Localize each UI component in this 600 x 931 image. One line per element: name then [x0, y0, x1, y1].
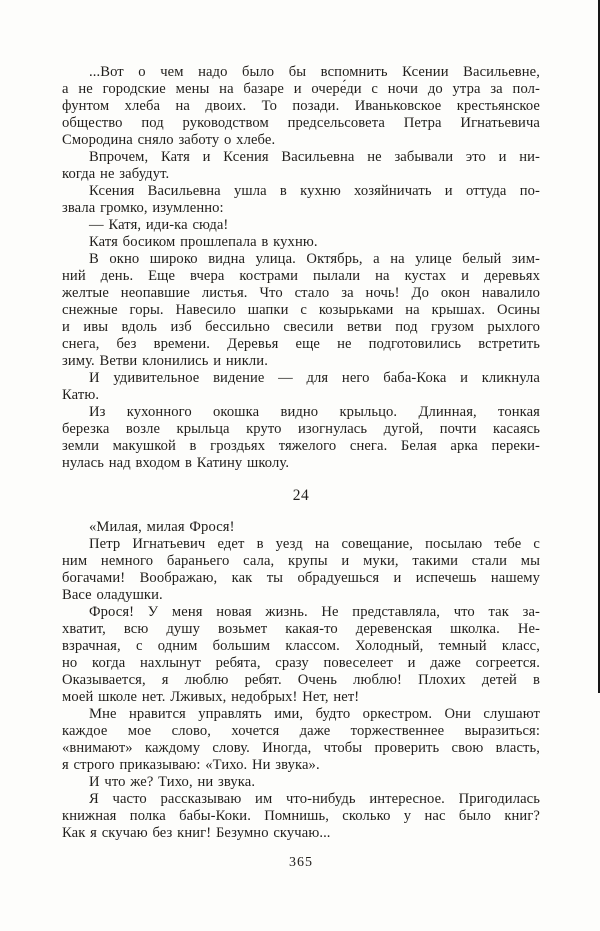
text-line: книжная полка бабы-Коки. Помнишь, сколько у нас было книг? — [62, 808, 540, 824]
text-line: Из кухонного окошка видно крыльцо. Длинная, тонкая — [89, 404, 540, 420]
paragraph-dialogue — [62, 217, 540, 234]
text-line: зиму. Ветви клонились и никли. — [62, 353, 268, 369]
text-line: общество под руководством предсельсовета Петра Игнатьевича — [62, 115, 540, 131]
text-line: ...Вот о чем надо было бы вспомнить Ксении Васильевне, — [89, 64, 540, 80]
text-line: ним немного бараньего сала, крупы и муки, такими стали мы — [62, 553, 540, 569]
text-line: Как я скучаю без книг! Безумно скучаю... — [62, 825, 331, 841]
text-line: взрачная, с одним большим классом. Холодный, темный класс, — [62, 638, 540, 654]
text-line: земли макушкой в гроздьях тяжелого снега. Белая арка переки- — [62, 438, 540, 454]
text-line: Мне нравится управлять ими, будто оркестром. Они слушают — [89, 706, 540, 722]
text-line: Впрочем, Катя и Ксения Васильевна не забывали это и ни- — [89, 149, 540, 165]
text-line: березка возле крыльца круто изогнулась дугой, почти касаясь — [62, 421, 540, 437]
text-line: ний день. Еще вчера кострами пылали на кустах и деревьях — [62, 268, 540, 284]
paragraph — [62, 149, 540, 183]
text-line: Катю. — [62, 387, 100, 403]
text-line: фунтом хлеба на двоих. То позади. Иваньковское крестьянское — [62, 98, 540, 114]
text-line: — Катя, иди-ка сюда! — [89, 217, 229, 233]
text-line: «внимают» каждому слову. Иногда, чтобы проверить свою власть, — [62, 740, 540, 756]
text-line: моей школе нет. Лживых, недобрых! Нет, нет! — [62, 689, 360, 705]
text-line: нулась над входом в Катину школу. — [62, 455, 290, 471]
text-line: но когда нахлынут ребята, сразу повеселеет и даже согреется. — [62, 655, 540, 671]
text-line: «Милая, милая Фрося! — [89, 519, 235, 535]
text-line: когда не забудут. — [62, 166, 170, 182]
text-line: хватит, всю душу возьмет какая-то деревенская школка. Не- — [62, 621, 540, 637]
paragraph — [62, 234, 540, 251]
chapter-number-heading: 24 — [292, 487, 310, 504]
text-line: я строго приказываю: «Тихо. Ни звука». — [62, 757, 320, 773]
paragraph — [62, 604, 540, 706]
text-line: Катя босиком прошлепала в кухню. — [89, 234, 318, 250]
text-line: В окно широко видна улица. Октябрь, а на улице белый зим- — [89, 251, 540, 267]
paragraph — [62, 536, 540, 604]
text-line: Смородина сняло заботу о хлебе. — [62, 132, 276, 148]
text-line: Фрося! У меня новая жизнь. Не представляла, что так за- — [89, 604, 540, 620]
paragraph — [62, 404, 540, 472]
text-line: Васе оладушки. — [62, 587, 163, 603]
text-block — [62, 64, 540, 871]
paragraph — [62, 64, 540, 149]
text-line: снега, без времени. Деревья еще не подготовились встретить — [62, 336, 540, 352]
text-line: желтые неопавшие листья. Что стало за ночь! До окон навалило — [62, 285, 540, 301]
paragraph — [62, 774, 540, 791]
paragraph — [62, 791, 540, 842]
text-line: и ивы вдоль изб бессильно свесили ветви под грузом рыхлого — [62, 319, 540, 335]
paragraph — [62, 370, 540, 404]
paragraph — [62, 183, 540, 217]
text-line: звала громко, изумленно: — [62, 200, 224, 216]
text-line: Ксения Васильевна ушла в кухню хозяйничать и оттуда по- — [89, 183, 540, 199]
text-line: Петр Игнатьевич едет в уезд на совещание, посылаю тебе с — [89, 536, 540, 552]
text-line: И удивительное видение — для него баба-Кока и кликнула — [89, 370, 540, 386]
page-number: 365 — [289, 855, 313, 870]
text-line: Оказывается, я люблю ребят. Очень люблю! Плохих детей в — [62, 672, 540, 688]
text-line: каждое мое слово, хочется даже торжественнее выразиться: — [62, 723, 540, 739]
text-line: Я часто рассказываю им что-нибудь интересное. Пригодилась — [89, 791, 540, 807]
text-line: а не городские мены на базаре и очере́ди с ночи до утра за пол- — [62, 81, 540, 97]
paragraph — [62, 251, 540, 370]
text-line: И что же? Тихо, ни звука. — [89, 774, 256, 790]
paragraph-letter-opening — [62, 519, 540, 536]
paragraph — [62, 706, 540, 774]
text-line: богачами! Воображаю, как ты обрадуешься и испечешь нашему — [62, 570, 540, 586]
text-line: снежные горы. Навесило шапки с козырьками на крышах. Осины — [62, 302, 540, 318]
